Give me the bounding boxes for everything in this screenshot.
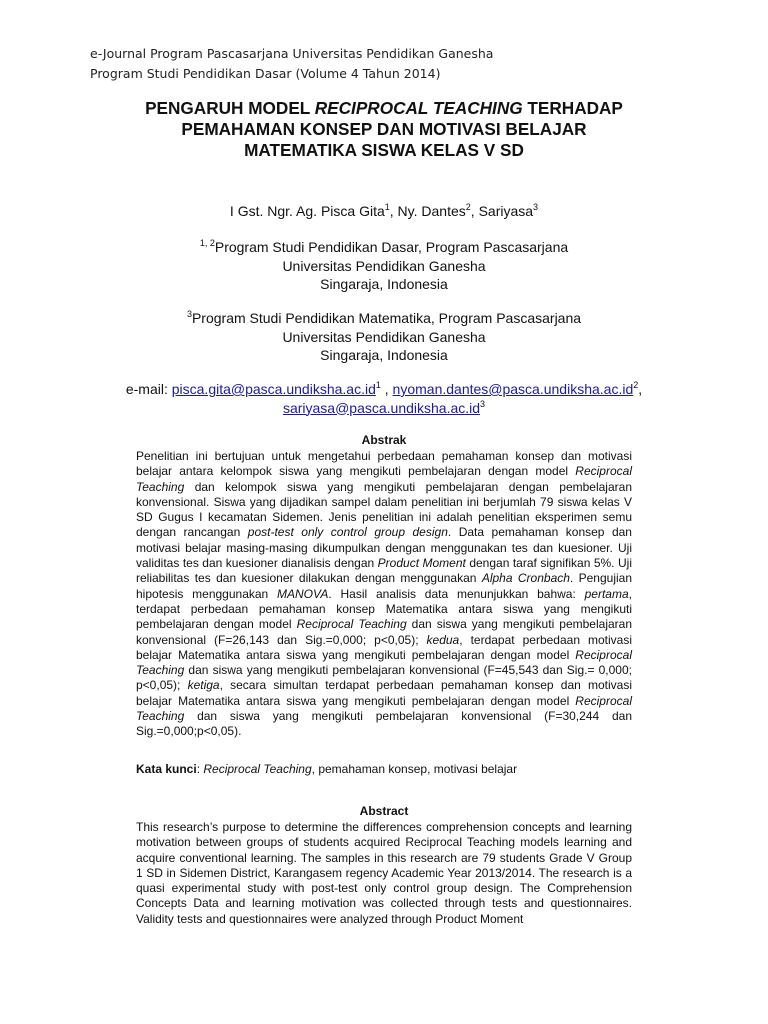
keywords-rest: , pemahaman konsep, motivasi belajar [311,762,518,776]
affiliation-1-line-3: Singaraja, Indonesia [320,276,448,292]
abstract-heading: Abstract [359,804,409,818]
email-separator: , [380,381,393,397]
affiliation-1-sup: 1, 2 [199,238,215,248]
abstrak-text: dan siswa yang mengikuti pembelajaran konvensional (F=30,244 dan Sig.=0,000;p<0,05). [136,709,632,739]
keywords-italic: Reciprocal Teaching [203,762,312,776]
abstrak-text: dan kelompok siswa yang mengikuti pembelajaran dengan pembelajaran konvensional. Siswa yang dijadikan sampel dalam penelitian ini berjumlah 79 siswa kelas V SD Gugus I kecamatan Sidemen. Jenis penelitian ini adalah penelitian eksperimen semu dengan rancangan [136,479,632,540]
journal-name: e-Journal Program Pascasarjana Universitas Pendidikan Ganesha [90,46,494,61]
author-list [80,202,688,220]
affiliation-2 [80,309,688,365]
email-line-2 [80,399,688,418]
author-3-sup: 3 [533,202,539,212]
affiliation-2-line-1 [80,309,688,328]
affiliation-2-dept: Program Studi Pendidikan Matematika, Program Pascasarjana [191,310,582,326]
abstrak-italic: post-test only control group design [247,525,448,540]
email-link-2[interactable]: nyoman.dantes@pasca.undiksha.ac.id [392,381,634,397]
title-line-3: MATEMATIKA SISWA KELAS V SD [244,140,524,160]
abstrak-text: dengan taraf signifikan 5%. Uji reliabilitas tes dan kuesioner dilakukan dengan menggunakan [136,556,632,586]
email-2-sup: 2 [633,380,639,390]
keywords [136,762,632,777]
abstrak-text: , secara simultan terdapat perbedaan pemahaman konsep dan motivasi belajar Matematika antara siswa yang mengikuti pembelajaran dengan model [136,678,633,708]
abstrak-text: dan siswa yang mengikuti pembelajaran konvensional (F=26,143 dan Sig.=0,000; p<0,05); [136,617,633,647]
affiliation-1-dept: Program Studi Pendidikan Dasar, Program Pascasarjana [214,239,569,255]
affiliation-1-line-1 [80,238,688,257]
author-2: , Ny. Dantes [389,203,466,219]
affiliation-1-line-2: Universitas Pendidikan Ganesha [282,257,486,274]
email-3-sup: 3 [480,398,486,409]
keywords-label: Kata kunci [136,762,197,776]
title-text: TERHADAP [522,98,623,118]
abstract-body: This research’s purpose to determine the differences comprehension concepts and learning motivation between groups of students acquired Reciprocal Teaching models learning and acquire conventional learning. The samples in this research are 79 students Grade V Group 1 SD in Sidemen District, Karangasem regency Academic Year 2013/2014. The research is a quasi experimental study with post-test only control group design. The Comprehension Concepts Data and learning motivation was collected through tests and questionnaires. Validity tests and questionnaires were analyzed through Product Moment [136,820,632,926]
author-1-sup: 1 [384,202,390,212]
abstrak-italic: MANOVA [277,586,329,601]
email-link-1[interactable]: pisca.gita@pasca.undiksha.ac.id [171,381,376,397]
abstrak-italic: Alpha Cronbach [481,571,570,586]
abstrak-text: . Pengujian hipotesis menggunakan [136,571,633,601]
affiliation-2-sup: 3 [186,309,192,319]
abstrak-italic: Reciprocal Teaching [296,617,407,632]
author-3: , Sariyasa [470,203,534,219]
title-text: PENGARUH MODEL [145,98,315,118]
abstrak-body [136,449,632,740]
abstrak-text: . Data pemahaman konsep dan motivasi belajar masing-masing dikumpulkan dengan menggunakan tes dan kuesioner. Uji validitas tes dan kuesioner dianalisis dengan [136,525,632,571]
title-line-1 [80,98,688,119]
journal-volume: Program Studi Pendidikan Dasar (Volume 4 Tahun 2014) [90,66,441,81]
abstrak-italic: kedua [426,632,460,647]
email-block [80,380,688,417]
abstrak-italic: Reciprocal Teaching [136,464,632,494]
abstrak-text: , terdapat perbedaan motivasi belajar Matematika antara siswa yang mengikuti pembelajaran dengan model [136,632,632,662]
author-2-sup: 2 [465,202,471,212]
keywords-colon: : [196,762,204,776]
abstrak-text: , terdapat perbedaan pemahaman konsep Matematika antara siswa yang mengikuti pembelajaran dengan model [136,586,632,632]
author-1: I Gst. Ngr. Ag. Pisca Gita [229,203,385,219]
abstrak-text: . Hasil analisis data menunjukkan bahwa: [328,586,585,601]
title-italic: RECIPROCAL TEACHING [314,98,523,118]
abstrak-text: Penelitian ini bertujuan untuk mengetahui perbedaan pemahaman konsep dan motivasi belajar antara kelompok siswa yang mengikuti pembelajaran dengan model [136,449,632,479]
email-1-sup: 1 [375,380,381,390]
abstrak-italic: Reciprocal Teaching [136,693,632,724]
email-link-3[interactable]: sariyasa@pasca.undiksha.ac.id [282,399,481,416]
email-label: e-mail: [125,381,172,397]
affiliation-2-line-3: Singaraja, Indonesia [320,347,448,363]
journal-header [90,44,493,84]
affiliation-1 [80,238,688,294]
abstrak-heading: Abstrak [361,433,407,447]
abstrak-italic: Reciprocal Teaching [136,647,632,678]
abstrak-italic: ketiga [187,678,220,693]
affiliation-2-line-2: Universitas Pendidikan Ganesha [282,328,486,345]
title-line-2: PEMAHAMAN KONSEP DAN MOTIVASI BELAJAR [181,119,587,139]
email-comma: , [638,381,643,397]
abstrak-italic: pertama [584,586,629,601]
abstrak-text: dan siswa yang mengikuti pembelajaran konvensional (F=45,543 dan Sig.= 0,000; p<0,05); [136,663,632,693]
email-line-1 [80,380,688,399]
abstrak-italic: Product Moment [377,556,466,571]
paper-title [80,98,688,161]
